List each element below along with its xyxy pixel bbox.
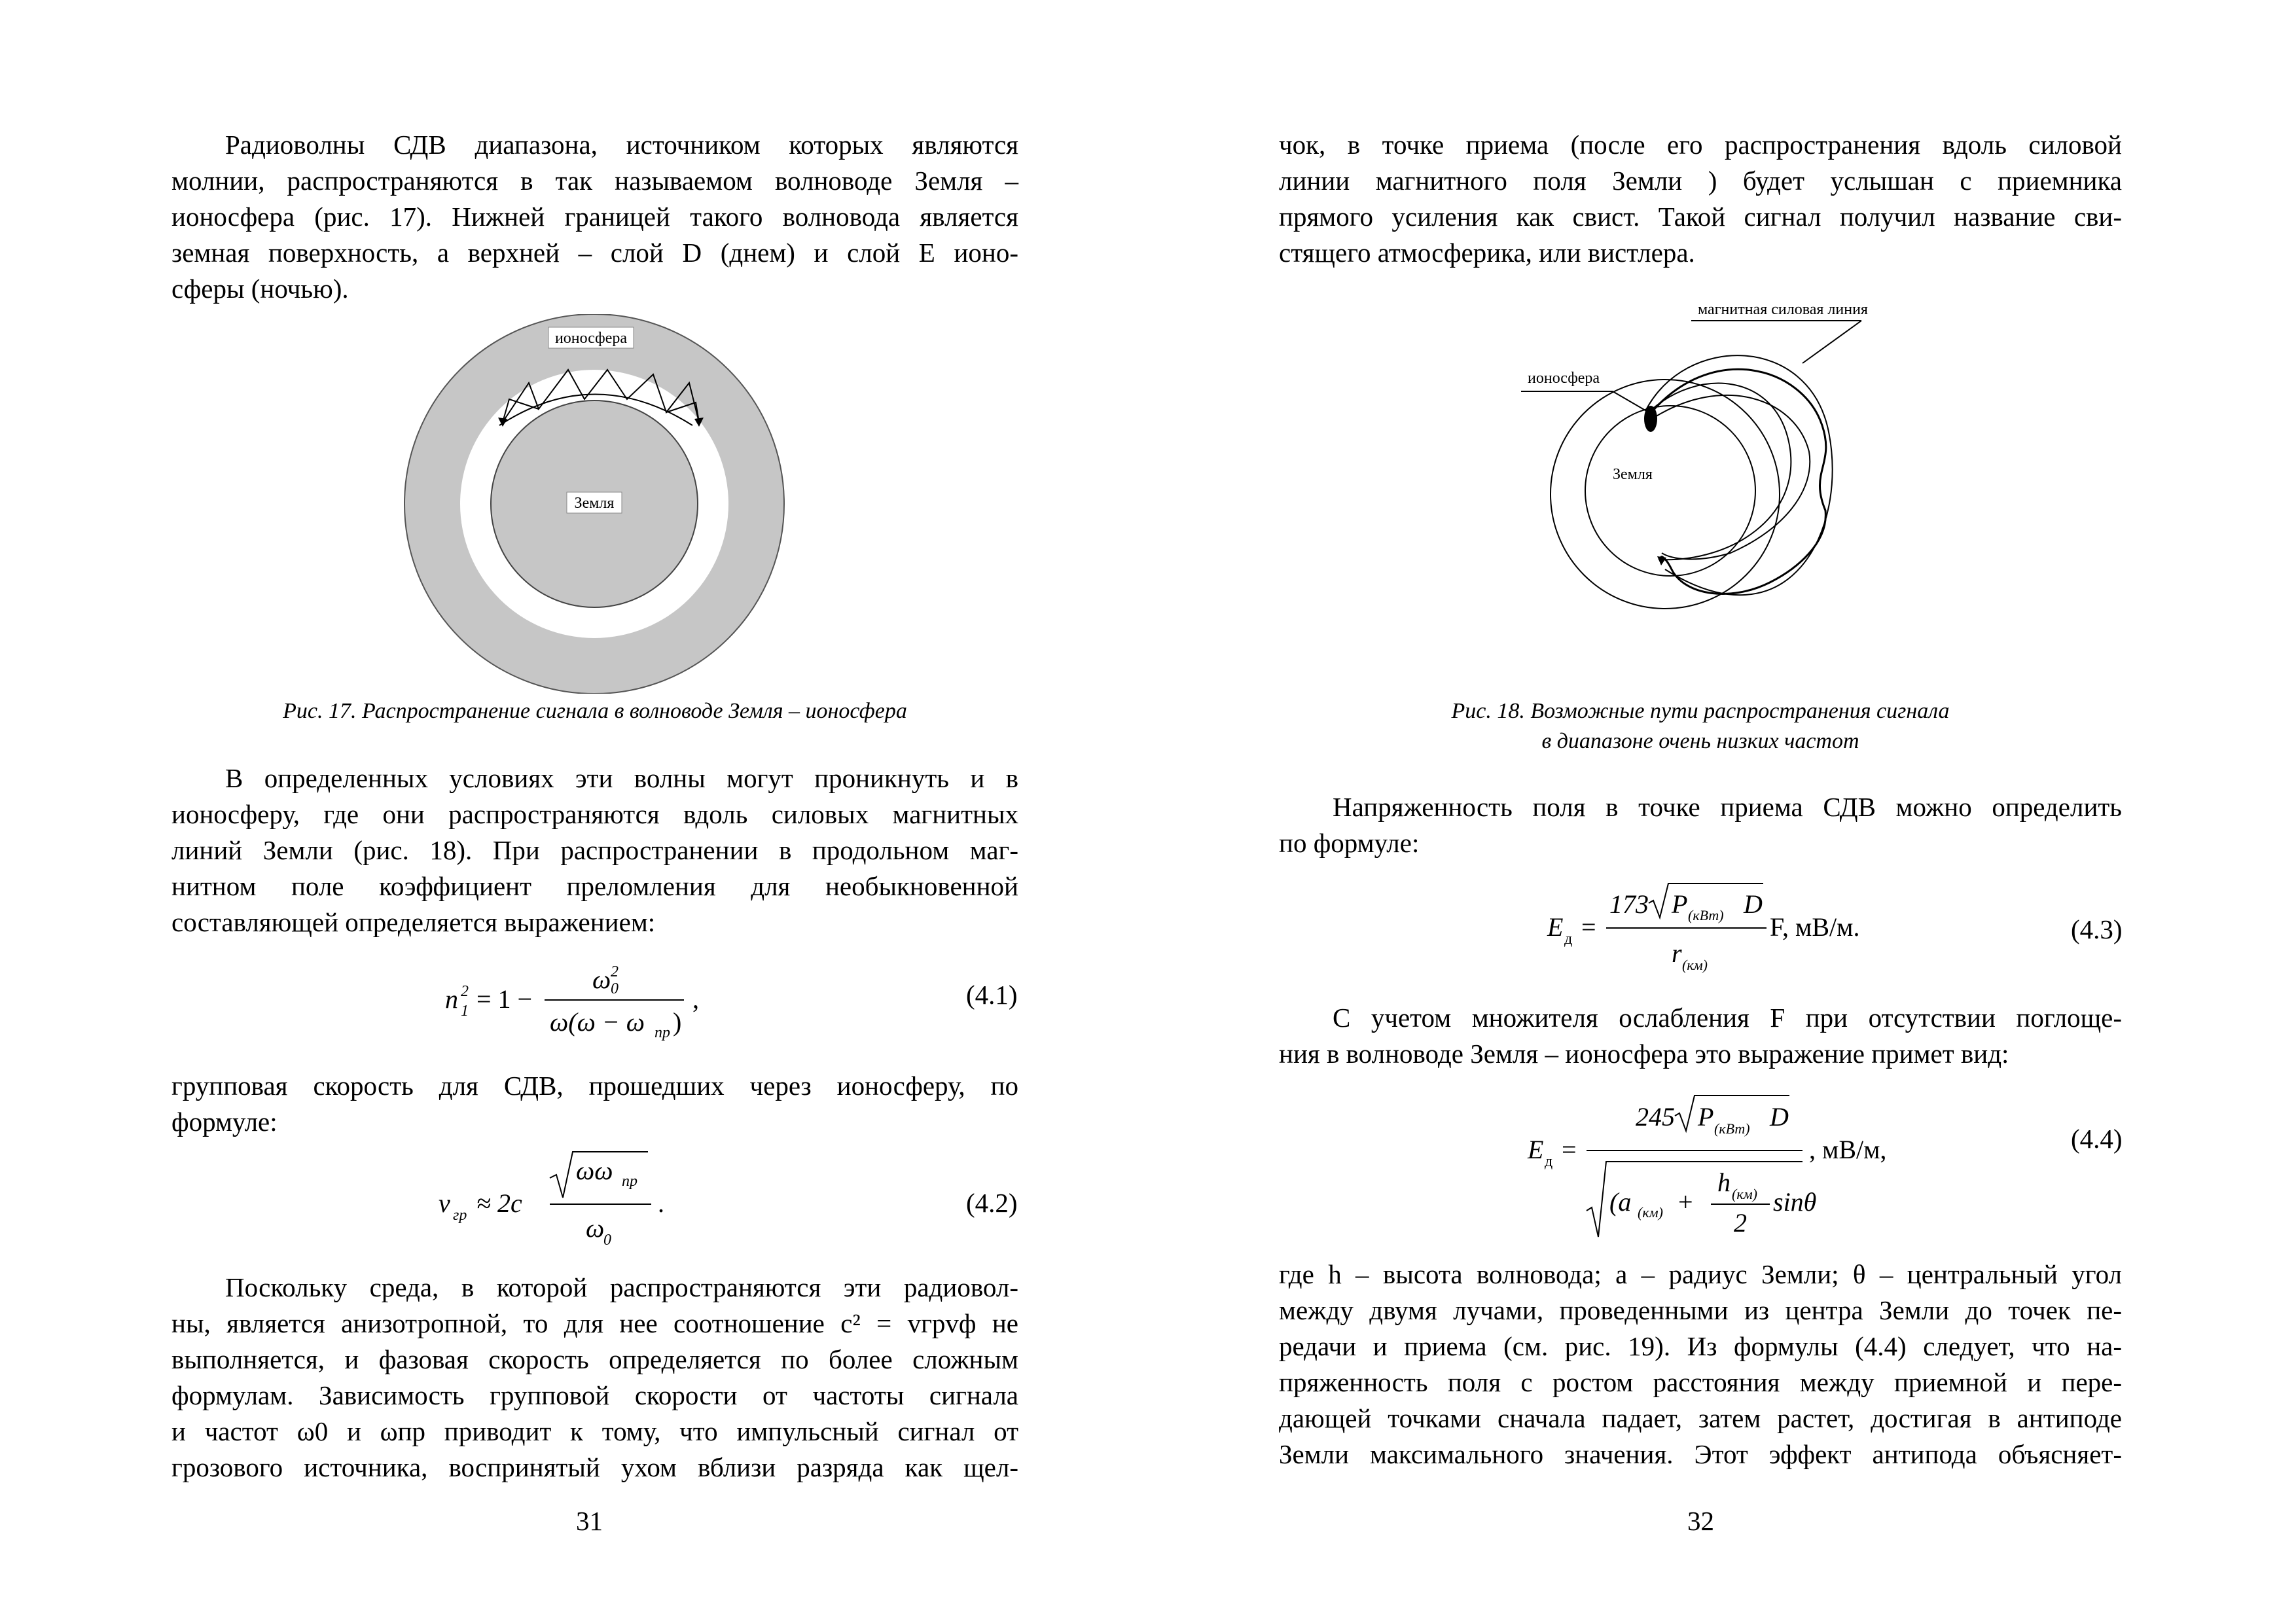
eq43-sub-km: (км) bbox=[1682, 957, 1708, 973]
text-line: С учетом множителя ослабления F при отсутствии поглоще- bbox=[1333, 1003, 2122, 1033]
text-line: грозового источника, воспринятый ухом вблизи разряда как щел- bbox=[171, 1452, 1018, 1482]
source-point bbox=[1644, 406, 1657, 432]
svg-text:2: 2 bbox=[461, 983, 469, 1000]
eq41-numerator: ω bbox=[592, 965, 611, 994]
eq44-sub-km-a: (км) bbox=[1638, 1204, 1663, 1221]
text-line: ионосферу, где они распространяются вдоль силовых магнитных bbox=[171, 799, 1018, 829]
earth-label: Земля bbox=[574, 495, 615, 512]
text-line: В определенных условиях эти волны могут проникнуть и в bbox=[225, 763, 1018, 793]
text-line: земная поверхность, а верхней – слой D (днем) и слой E ионо- bbox=[171, 238, 1018, 268]
svg-text:2: 2 bbox=[611, 963, 619, 980]
eq42-sub-gr: гр bbox=[453, 1207, 467, 1224]
text-line: сферы (ночью). bbox=[171, 274, 349, 304]
text-line: чок, в точке приема (после его распространения вдоль силовой bbox=[1279, 130, 2122, 160]
text-line: ния в волноводе Земля – ионосфера это выражение примет вид: bbox=[1279, 1039, 2009, 1069]
svg-text:1: 1 bbox=[461, 1003, 469, 1020]
left-paragraph-2 bbox=[171, 760, 1018, 940]
text-line: стящего атмосферика, или вистлера. bbox=[1279, 238, 1695, 268]
eq44-two: 2 bbox=[1734, 1208, 1747, 1238]
text-line: выполняется, и фазовая скорость определяется по более сложным bbox=[171, 1344, 1018, 1374]
eq44-p: P bbox=[1698, 1102, 1714, 1132]
svg-text:.: . bbox=[658, 1188, 664, 1218]
text-line: прямого усиления как свист. Такой сигнал получил название сви- bbox=[1279, 202, 2122, 232]
text-line: по формуле: bbox=[1279, 828, 1420, 858]
eq42-number: (4.2) bbox=[966, 1188, 1018, 1218]
eq43-number: (4.3) bbox=[2071, 914, 2123, 944]
ionosphere-label-fig18: ионосфера bbox=[1528, 370, 1600, 387]
eq42-sub-0: 0 bbox=[603, 1232, 611, 1249]
whistler-path-smooth bbox=[1652, 395, 1810, 560]
text-line: формуле: bbox=[171, 1107, 278, 1137]
text-line: Поскольку среда, в которой распространяются эти радиовол- bbox=[225, 1272, 1018, 1302]
eq43-sub-kvt: (кВт) bbox=[1688, 907, 1724, 923]
page-number-left: 31 bbox=[576, 1506, 603, 1536]
eq44-a: (a bbox=[1609, 1187, 1632, 1217]
eq44-sub-km-h: (км) bbox=[1732, 1186, 1757, 1202]
eq44-plus: + bbox=[1678, 1187, 1693, 1217]
text-line: дающей точками сначала падает, затем растет, достигая в антиподе bbox=[1279, 1403, 2122, 1433]
svg-text:,: , bbox=[692, 984, 699, 1014]
text-line: молнии, распространяются в так называемом волноводе Земля – bbox=[171, 166, 1018, 196]
svg-text:=: = bbox=[1562, 1135, 1577, 1164]
text-line: Земли максимального значения. Этот эффект антипода объясняет- bbox=[1279, 1439, 2122, 1469]
eq43-lhs: E bbox=[1547, 912, 1564, 942]
text-line: между двумя лучами, проведенными из центра Земли до точек пе- bbox=[1279, 1295, 2122, 1325]
eq42-approx: ≈ 2c bbox=[476, 1188, 522, 1218]
text-line: редачи и приема (см. рис. 19). Из формулы (4.4) следует, что на- bbox=[1279, 1331, 2122, 1361]
eq42-lhs: v bbox=[439, 1188, 450, 1218]
figure-18-caption-line-2: в диапазоне очень низких частот bbox=[1541, 729, 1859, 753]
eq41-denominator: ω(ω − ω bbox=[550, 1007, 645, 1037]
text-line: Радиоволны СДВ диапазона, источником которых являются bbox=[225, 130, 1018, 160]
svg-text:): ) bbox=[673, 1007, 682, 1037]
eq43-denominator: r bbox=[1672, 938, 1682, 968]
right-page bbox=[1148, 0, 2296, 1623]
eq43-d: D bbox=[1744, 889, 1763, 919]
figure-17-caption: Рис. 17. Распространение сигнала в волноводе Земля – ионосфера bbox=[283, 699, 907, 723]
eq42-sub-np: пр bbox=[622, 1173, 637, 1190]
eq44-number: (4.4) bbox=[2071, 1124, 2123, 1154]
eq44-h: h bbox=[1717, 1168, 1731, 1197]
text-line: формулам. Зависимость групповой скорости от частоты сигнала bbox=[171, 1380, 1018, 1410]
ionosphere-leader bbox=[1613, 391, 1649, 412]
eq43-p: P bbox=[1672, 889, 1688, 919]
field-line-label: магнитная силовая линия bbox=[1698, 301, 1868, 318]
right-paragraph-3 bbox=[1279, 1000, 2122, 1072]
right-paragraph-2 bbox=[1279, 789, 2122, 861]
right-paragraph-4 bbox=[1279, 1257, 2122, 1472]
eq43-coef: 173 bbox=[1609, 889, 1649, 919]
eq43-tail: F, мВ/м. bbox=[1770, 912, 1860, 942]
equation-4-1 bbox=[432, 949, 759, 1047]
eq42-numerator: ωω bbox=[576, 1156, 613, 1185]
eq41-number: (4.1) bbox=[966, 980, 1018, 1010]
page-number-right: 32 bbox=[1687, 1506, 1714, 1536]
text-line: и частот ω0 и ωпр приводит к тому, что импульсный сигнал от bbox=[171, 1416, 1018, 1446]
text-line: составляющей определяется выражением: bbox=[171, 907, 656, 937]
text-line: где h – высота волновода; a – радиус Земли; θ – центральный угол bbox=[1279, 1259, 2122, 1289]
figure-17-waveguide bbox=[398, 314, 791, 694]
eq44-sub-kvt: (кВт) bbox=[1714, 1120, 1750, 1137]
text-line: ны, является анизотропной, то для нее соотношение c² = vгрvф не bbox=[171, 1308, 1018, 1338]
earth-circle bbox=[1585, 406, 1755, 576]
text-line: пряженность поля с ростом расстояния между приемной и пере- bbox=[1279, 1367, 2122, 1397]
left-paragraph-4 bbox=[171, 1270, 1018, 1486]
equation-4-2 bbox=[432, 1139, 759, 1257]
arrowhead-icon bbox=[1657, 556, 1666, 565]
field-line-leader bbox=[1803, 321, 1861, 363]
figure-18-signal-paths bbox=[1515, 294, 1907, 668]
eq44-sub-d: д bbox=[1545, 1153, 1553, 1170]
left-paragraph-3 bbox=[171, 1068, 1018, 1140]
eq42-denominator: ω bbox=[586, 1213, 605, 1243]
eq44-lhs: E bbox=[1528, 1135, 1544, 1164]
eq44-coef: 245 bbox=[1636, 1102, 1675, 1132]
text-line: линии магнитного поля Земли ) будет услышан с приемника bbox=[1279, 166, 2122, 196]
text-line: групповая скорость для СДВ, прошедших через ионосферу, по bbox=[171, 1071, 1018, 1101]
field-line-inner bbox=[1649, 383, 1791, 560]
figure-18-caption-line-1: Рис. 18. Возможные пути распространения сигнала bbox=[1451, 699, 1950, 723]
right-paragraph-1 bbox=[1279, 127, 2122, 271]
whistler-path-wavy bbox=[1649, 369, 1826, 594]
text-line: линий Земли (рис. 18). При распространении в продольном маг- bbox=[171, 835, 1018, 865]
text-line: Напряженность поля в точке приема СДВ можно определить bbox=[1333, 792, 2122, 822]
equation-4-4 bbox=[1521, 1086, 1979, 1243]
eq41-lhs: n bbox=[445, 984, 458, 1014]
eq41-one: = 1 − bbox=[476, 984, 533, 1014]
eq41-sub-np: пр bbox=[655, 1024, 670, 1041]
eq44-tail: , мВ/м, bbox=[1809, 1135, 1887, 1164]
svg-text:0: 0 bbox=[611, 980, 619, 997]
svg-text:=: = bbox=[1581, 912, 1596, 942]
eq43-sub-d: д bbox=[1564, 931, 1573, 948]
left-paragraph-1 bbox=[171, 127, 1018, 307]
equation-4-3 bbox=[1541, 877, 1960, 982]
ionosphere-label: ионосфера bbox=[554, 330, 628, 347]
earth-label-fig18: Земля bbox=[1613, 466, 1653, 483]
text-line: ионосфера (рис. 17). Нижней границей такого волновода является bbox=[171, 202, 1018, 232]
text-line: нитном поле коэффициент преломления для необыкновенной bbox=[171, 871, 1018, 901]
eq44-sin: sinθ bbox=[1773, 1187, 1817, 1217]
eq44-d: D bbox=[1770, 1102, 1789, 1132]
